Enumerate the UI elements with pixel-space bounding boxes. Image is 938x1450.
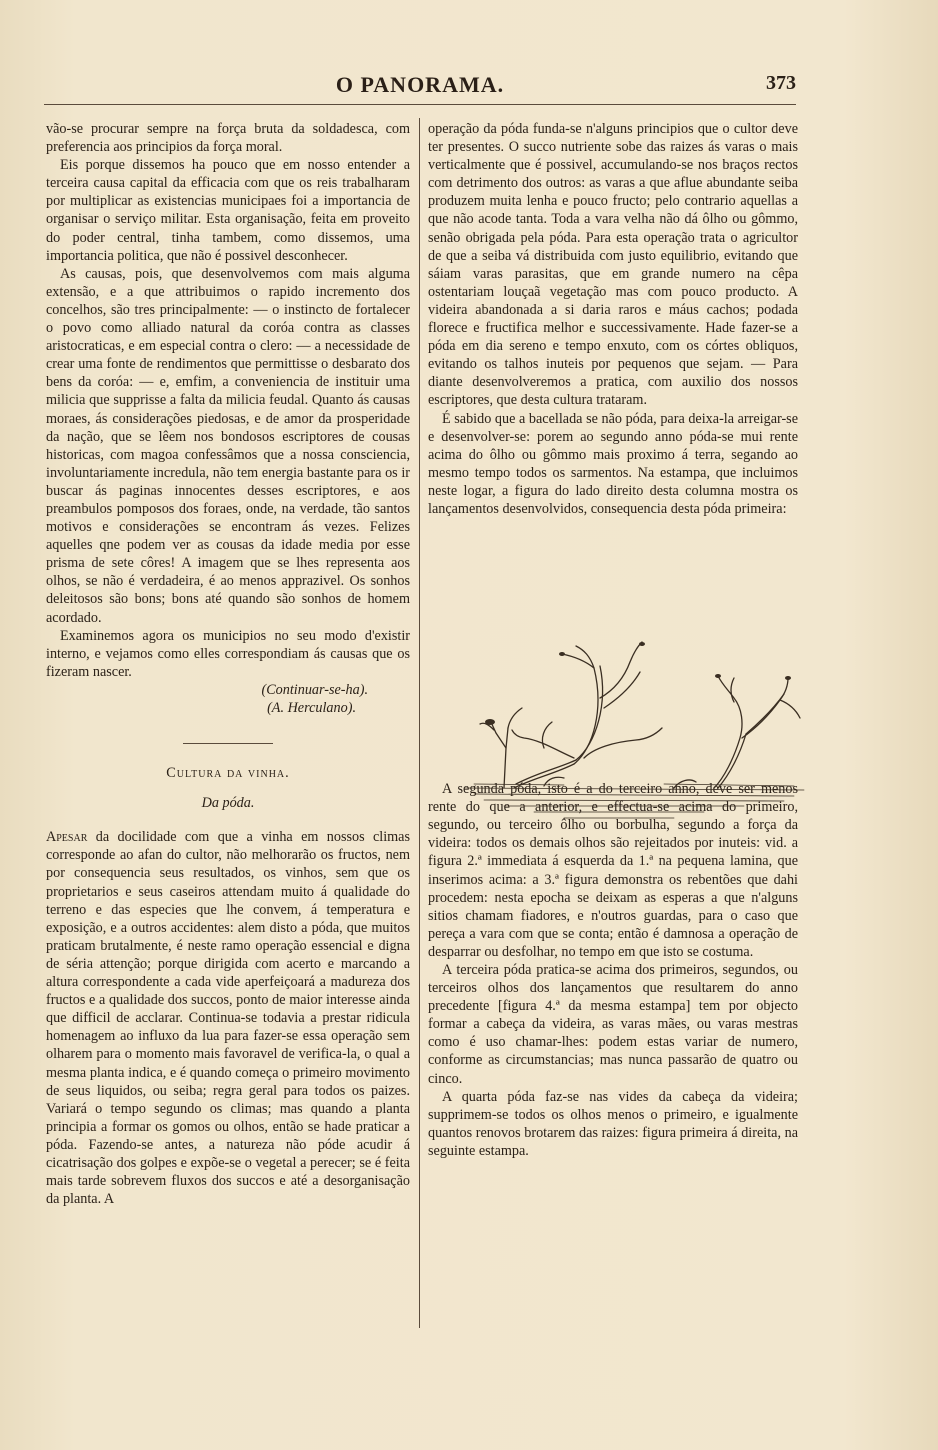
section-subtitle: Da póda. (201, 795, 255, 812)
section-title: Cultura da vinha. (166, 765, 290, 782)
ground-hatching (464, 784, 804, 818)
paragraph: operação da póda funda-se n'alguns principios que o cultor deve ter presentes. O succo nutriente sobe das raizes ás varas o mais verticalmente que é possivel, accumulando-se nos braços rectos com detrimento dos outros: as varas a que aflue abundante seiba produzem muita lenha e pouco fructo; pelo contrario aquellas a que não acode tanta. Toda a vara velha não dá ôlho ou gômmo, senão obrigada pela póda. Para esta operação trata o agricultor de que a seiba vá distribuida com justo equilibrio, evitando que sáiam varas parasitas, que em grande numero na cêpa ostentariam louçaã vegetação mas com pouco producto. A videira abandonada a si daria raros e máus cachos; podada florece e fructifica melhor e successivamente. Hade fazer-se a póda em dia sereno e tempo enxuto, com os córtes obliquos, evitando os talhos inuteis por pequenos que sejam. — Para diante desenvolveremos a pratica, com auxilio dos nossos escriptores, que desta cultura trataram. (428, 121, 798, 409)
paragraph: A quarta póda faz-se nas vides da cabeça da videira; supprimem-se todos os olhos menos o primeiro, e igualmente quantos renovos brotarem das raizes: figura primeira á direita, na seguinte estampa. (428, 1088, 798, 1159)
paragraph: A segunda póda, isto é a do terceiro anno, deve ser menos rente do que a anterior, e effectua-se acima do primeiro, segundo, ou terceiro ôlho ou borbulha, segundo a força da videira: todos os demais olhos são rejeitados por inuteis: vid. a figura 2.ª immediata á esquerda da 1.ª na pequena lamina, que inserimos acima: a 3.ª figura demonstra os rebentões que dahi procedem: nesta epocha se deixam as esperas a que n'alguns sitios chamam fiadores, e n'outros guardas, para o caso que pereça a vara com que se conta; então é damnosa a operação de desparrar ou desfolhar, no tempo em que isto se costuma. (428, 781, 798, 960)
drop-lead-word: Apesar (46, 829, 88, 846)
paragraph: É sabido que a bacellada se não póda, para deixa-la arreigar-se e desenvolver-se: porem ao segundo anno póda-se mui rente acima do ôlho ou gômmo mais proximo á terra, segando ao mesmo tempo todos os sarmentos. Na estampa, que incluimos neste logar, a figura do lado direito desta columna mostra os lançamentos desenvolvidos, consequencia desta póda primeira: (428, 410, 798, 517)
continuation-note: (Continuar-se-ha). (261, 681, 368, 698)
paragraph: vão-se procurar sempre na força bruta da soldadesca, com preferencia aos principios da força moral. (46, 121, 410, 156)
left-column (46, 120, 410, 1208)
page-header (44, 70, 796, 104)
author-signature: (A. Herculano). (267, 700, 356, 716)
paragraph: As causas, pois, que desenvolvemos com mais alguma extensão, e a que attribuimos o rapido incremento dos concelhos, são tres principalmente: — o instincto de fortalecer o povo como alliado natural da coróa contra as classes aristocraticas, e em especial contra o clero: — a necessidade de crear uma fonte de rendimentos que permittisse o desbarato dos bens da coróa: — e, emfim, a conveniencia de instituir uma milicia que supprisse a falta da milicia feudal. Quanto ás causas moraes, ás considerações piedosas, e de amor da prosperidade da nação, que se lêem nos bondosos escriptores de cousas historicas, com magoa confessâmos que a nossa consciencia, involuntariamente incredula, não tem energia bastante para os ir buscar ás paginas innocentes desses escriptores, e aos preambulos pomposos dos foraes, onde, na verdade, tão santos motivos e considerações se encontram ás vezes. Felizes aquelles qne podem ver as cousas da idade media por esse prisma de sete côres! A imagem que se lhes representa aos olhos, se não é verdadeira, é ao menos apprazivel. Os sonhos deleitosos são bons; bons até quando são sonhos de homem acordado. (46, 265, 410, 626)
paragraph-text: da docilidade com que a vinha em nossos climas corresponde ao afan do cultor, não melhorarão os fructos, nem por consequencia seus resultados, os vinhos, sem que os proprietarios e seus caseiros attendam muito á qualidade do terreno e das especies que lhe convem, á temperatura e exposição, e a outros accidentes: alem disto a póda, que muitos praticam brutalmente, é neste ramo operação essencial e digna de séria attenção; porque dirigida com acerto e marcando a altura correspondente a cada vide aperfeiçoará a madureza dos fructos e a qualidade dos succos, ponto de maior interesse ainda que difficil de acclarar. Continua-se todavia a prestar ridicula homenagem ao influxo da lua para fazer-se essa operação sem olharem para o momento mais favoravel de verifica-la, o qual a mesma planta indica, e é quando começa o primeiro movimento de seus liquidos, ou seiba; regra geral para todos os paizes. Variará o tempo segundo os climas; mas quando a planta principia a formar os gomos ou olhos, então se hade praticar a póda. Fazendo-se antes, a natureza não póde acudir á cicatrisação dos golpes e expõe-se o vegetal a perecer; se é feita mais tarde sobrevem fluxos dos succos e até a desorganisação da planta. A (46, 829, 410, 1208)
vine-engraving (444, 638, 814, 838)
masthead-title: O PANORAMA. (335, 72, 505, 97)
header-rule (44, 104, 796, 105)
paragraph: A terceira póda pratica-se acima dos primeiros, segundos, ou terceiros olhos dos lançamentos que resultarem do anno precedente [figura 4.ª da mesma estampa] tem por objecto formar a cabeça da videira, as varas mães, ou varas mestras como é uso chamar-lhes: podem estas variar de numero, conforme as circumstancias; mas nunca passarão de quatro ou cinco. (428, 962, 798, 1087)
section-divider (183, 743, 273, 744)
paragraph (46, 828, 410, 1208)
page-number: 373 (766, 72, 796, 94)
column-divider (419, 118, 420, 1328)
paragraph: Examinemos agora os municipios no seu modo d'existir interno, e vejamos como elles correspondiam ás causas que os fizeram nascer. (46, 627, 410, 680)
paragraph: Eis porque dissemos ha pouco que em nosso entender a terceira causa capital da efficacia com que os reis trabalharam por multiplicar as existencias municipaes foi a importancia de organisar o serviço militar. Esta organisação, feita em proveito do poder central, tinha tambem, como dissemos, uma importancia politica, que não é possivel desconhecer. (46, 157, 410, 264)
